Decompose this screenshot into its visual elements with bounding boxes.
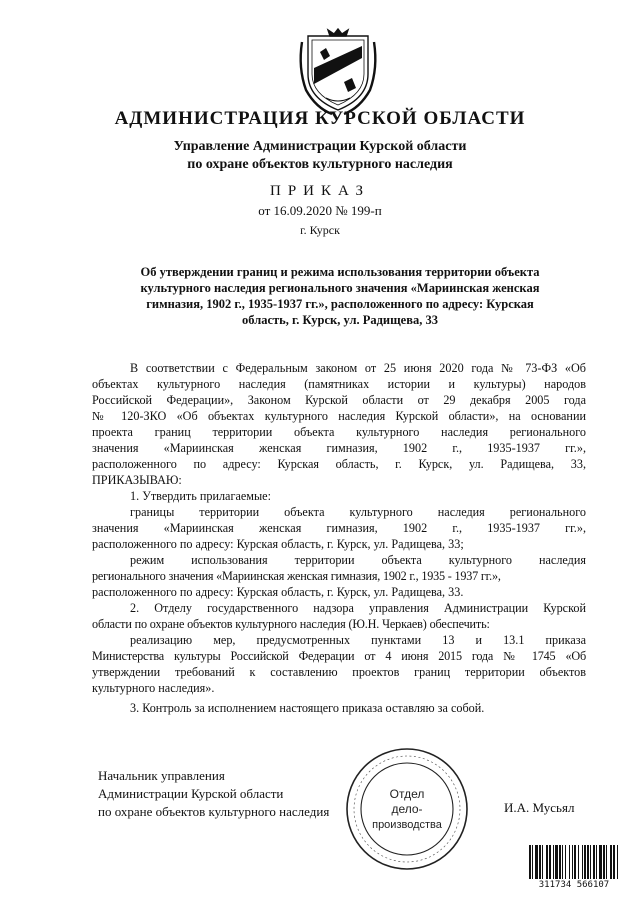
barcode-bar: [596, 845, 597, 879]
barcode-bar: [610, 845, 612, 879]
signatory-title-line: Начальник управления: [98, 768, 225, 783]
body-line: реализацию мер, предусмотренных пунктами 13 и 13.1 приказа: [130, 633, 586, 647]
subject-line: культурного наследия регионального значения «Мариинская женская: [140, 281, 540, 295]
subject-line: гимназия, 1902 г., 1935-1937 гг.», расположенного по адресу: Курская: [146, 297, 534, 311]
department-line-1: Управление Администрации Курской области: [173, 139, 467, 154]
body-line: 1. Утвердить прилагаемые:: [130, 489, 271, 503]
stamp-text: производства: [372, 819, 442, 831]
body-line: Российской Федерации», Законом Курской области от 29 декабря 2005 года: [92, 393, 586, 407]
body-line: В соответствии с Федеральным законом от 25 июня 2020 года № 73-ФЗ «Об: [130, 361, 586, 375]
body-line: режим использования территории объекта культурного наследия: [130, 553, 586, 567]
body-line: ПРИКАЗЫВАЮ:: [92, 473, 182, 487]
barcode-bar: [599, 845, 602, 879]
body-line: 2. Отделу государственного надзора управления Администрации Курской: [130, 601, 586, 615]
barcode-bar: [574, 845, 576, 879]
body-line: регионального значения «Мариинская женская гимназия, 1902 г., 1935 - 1937 гг.»,: [92, 569, 501, 583]
body-line: проекта границ территории объекта культурного наследия регионального: [92, 425, 586, 439]
barcode-bar: [553, 845, 554, 879]
barcode-number: 311734 566107: [538, 880, 610, 890]
body-line: расположенного по адресу: Курская область, г. Курск, ул. Радищева, 33.: [92, 585, 464, 599]
body-line: расположенного по адресу: Курская область, г. Курск, ул. Радищева, 33;: [92, 537, 464, 551]
barcode-bar: [578, 845, 579, 879]
barcode-bar: [590, 845, 591, 879]
barcode-bar: [529, 845, 531, 879]
barcode-bar: [535, 845, 538, 879]
body-line: № 120-ЗКО «Об объектах культурного наследия Курской области», на основании: [92, 409, 586, 423]
department-line-2: по охране объектов культурного наследия: [187, 157, 453, 172]
barcode-bar: [539, 845, 541, 879]
body-line: утверждении требований к составлению проектов границ территории объектов: [92, 665, 586, 679]
barcode-bar: [617, 845, 618, 879]
body-line: объектах культурного наследия (памятниках истории и культуры) народов: [92, 377, 586, 391]
signatory-title-line: Администрации Курской области: [98, 786, 284, 801]
coat-of-arms-emblem: [296, 28, 380, 116]
document-date-number: от 16.09.2020 № 199-п: [258, 203, 382, 218]
barcode-bar: [569, 845, 570, 879]
body-line: 3. Контроль за исполнением настоящего приказа оставляю за собой.: [130, 701, 485, 715]
subject-line: область, г. Курск, ул. Радищева, 33: [242, 313, 438, 327]
barcode-bar: [572, 845, 573, 879]
barcode-bar: [593, 845, 595, 879]
barcode-bar: [559, 845, 561, 879]
barcode-bar: [565, 845, 566, 879]
barcode-bar: [587, 845, 589, 879]
body-line: области по охране объектов культурного наследия (Ю.Н. Черкаев) обеспечить:: [92, 617, 490, 631]
barcode-bar: [546, 845, 548, 879]
barcode-bar: [562, 845, 563, 879]
organization-title: АДМИНИСТРАЦИЯ КУРСКОЙ ОБЛАСТИ: [114, 108, 526, 129]
document-type: ПРИКАЗ: [270, 183, 370, 199]
stamp-text: Отдел: [389, 787, 425, 801]
barcode-bar: [582, 845, 583, 879]
barcode-bar: [555, 845, 558, 879]
barcode-bar: [584, 845, 586, 879]
barcode-bar: [606, 845, 607, 879]
body-line: культурного наследия».: [92, 681, 215, 695]
document-city: г. Курск: [300, 223, 340, 237]
barcode-bar: [549, 845, 551, 879]
body-line: значения «Мариинская женская гимназия, 1902 г., 1935-1937 гг.»,: [92, 521, 586, 535]
subject-line: Об утверждении границ и режима использования территории объекта: [140, 265, 540, 279]
body-line: границы территории объекта культурного наследия регионального: [130, 505, 586, 519]
barcode-bar: [532, 845, 533, 879]
barcode-bar: [603, 845, 605, 879]
office-stamp: [344, 746, 470, 872]
signatory-name: И.А. Мусьял: [504, 800, 575, 815]
barcode-bar: [542, 845, 543, 879]
stamp-text: дело-: [391, 802, 423, 816]
signatory-title-line: по охране объектов культурного наследия: [98, 804, 330, 819]
body-line: значения «Мариинская женская гимназия, 1902 г., 1935-1937 гг.»,: [92, 441, 586, 455]
body-line: Министерства культуры Российской Федерации от 4 июня 2015 года № 1745 «Об: [92, 649, 586, 663]
body-line: расположенного по адресу: Курская область, г. Курск, ул. Радищева, 33,: [92, 457, 586, 471]
barcode: [528, 845, 620, 879]
barcode-bar: [613, 845, 615, 879]
